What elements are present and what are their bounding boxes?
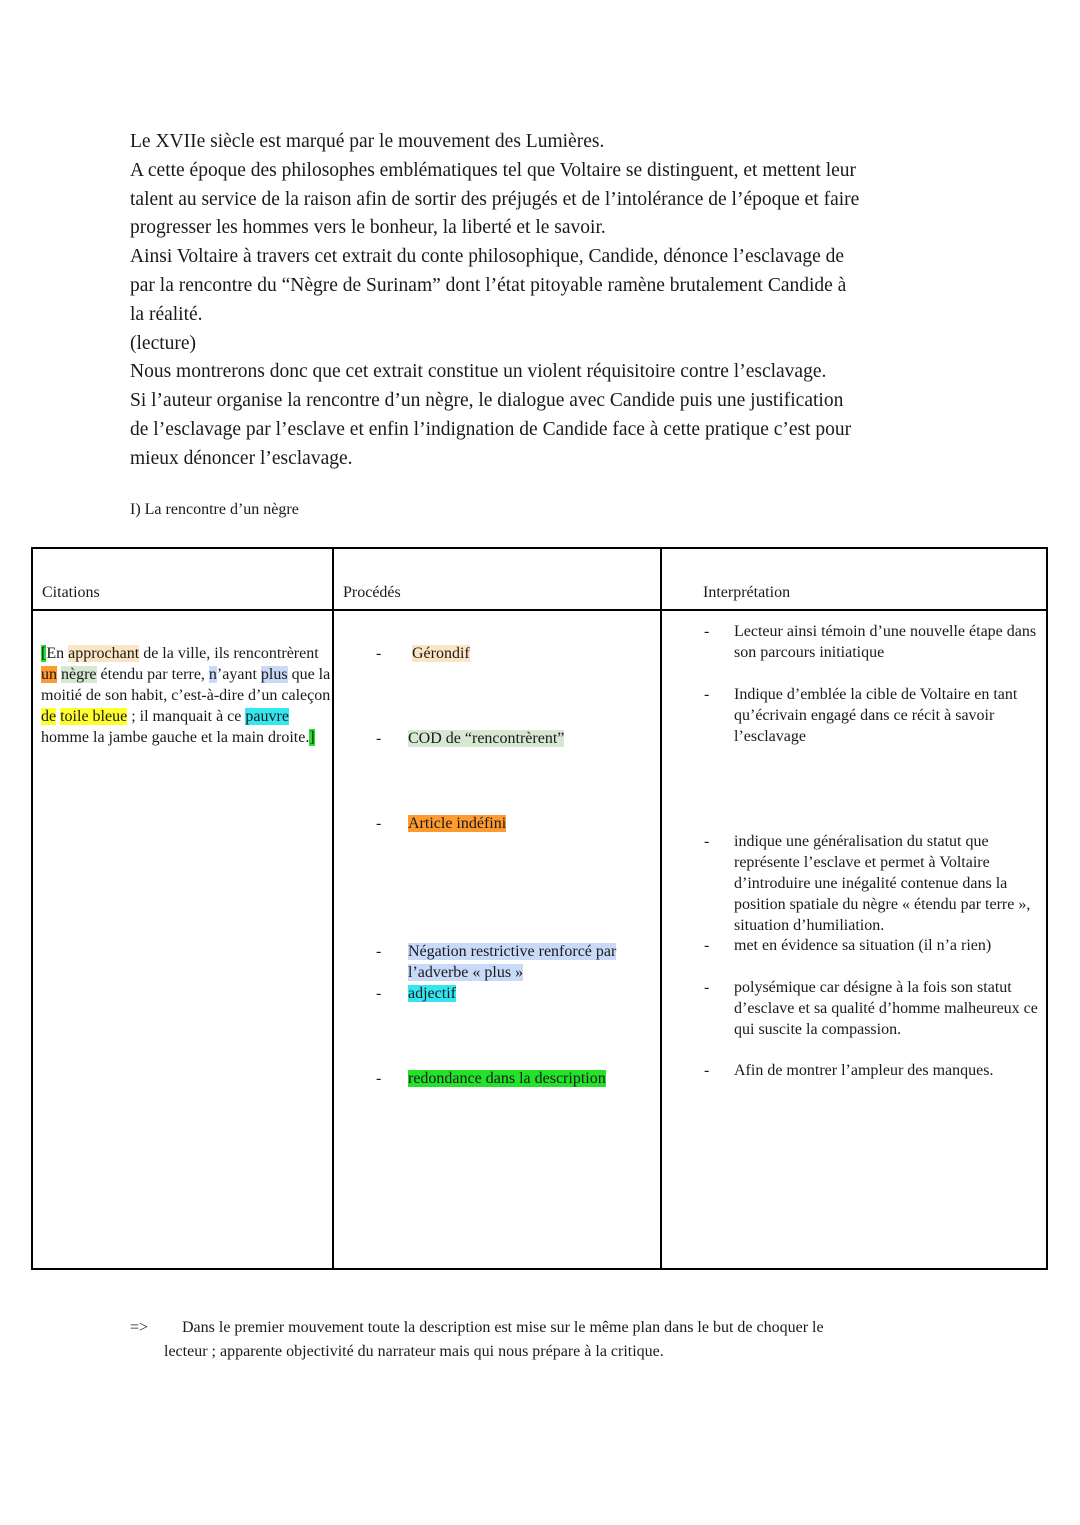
procede-adjectif: adjectif <box>408 985 456 1002</box>
analysis-table <box>31 547 1048 1270</box>
highlight-toile-bleue: toile bleue <box>60 708 128 725</box>
intro-line: Nous montrerons donc que cet extrait constitue un violent réquisitoire contre l’esclavage. <box>130 361 827 383</box>
procede-gerondif: Gérondif <box>412 645 470 662</box>
interpretation-cell: - Lecteur ainsi témoin d’une nouvelle étape dans son parcours initiatique - Indique d’emblée la cible de Voltaire en tant qu’écrivain engagé dans ce récit à savoir l’esclavage - indique une généralisation du statut que représente l’esclave et permet à Voltaire d’introduire une inégalité contenue dans la position spatiale du nègre « étendu par terre », situation d’humiliation. - met en évidence sa situation (il n’a rien) - polysémique car désigne à la fois son statut d’esclave et sa qualité d’homme malheureux ce qui suscite la compassion. - Afin de montrer l’ampleur des manques. <box>661 610 1047 1269</box>
table-row <box>32 610 1047 1269</box>
citations-cell <box>32 610 333 1269</box>
highlight-plus: plus <box>260 666 288 683</box>
quote-text: [En approchant de la ville, ils rencontrèrent un nègre étendu par terre, n’ayant plus que la moitié de son habit, c’est-à-dire d’un caleçon de toile bleue ; il manquait à ce pauvre homme la jambe gauche et la main droite.] <box>41 645 331 746</box>
header-interpretation: Interprétation <box>661 548 1047 610</box>
intro-line: (lecture) <box>130 332 197 354</box>
highlight-pauvre: pauvre <box>245 708 289 725</box>
intro-line: par la rencontre du “Nègre de Surinam” dont l’état pitoyable ramène brutalement Candide à <box>130 274 847 296</box>
open-bracket: [ <box>41 645 47 662</box>
intro-line: la réalité. <box>130 303 203 325</box>
intro-line: mieux dénoncer l’esclavage. <box>130 447 353 469</box>
header-citations: Citations <box>32 548 333 610</box>
intro-line: talent au service de la raison afin de sortir des préjugés et de l’intolérance de l’époque et faire <box>130 188 860 210</box>
conclusion-line: Dans le premier mouvement toute la description est mise sur le même plan dans le but de choquer le <box>182 1319 824 1336</box>
highlight-de: de <box>41 708 57 725</box>
section-title: I) La rencontre d’un nègre <box>130 501 299 518</box>
highlight-un: un <box>41 666 57 683</box>
arrow-icon: => <box>130 1319 149 1336</box>
intro-line: progresser les hommes vers le bonheur, la liberté et le savoir. <box>130 217 606 239</box>
header-procedes: Procédés <box>333 548 661 610</box>
intro-line: de l’esclavage par l’esclave et enfin l’indignation de Candide face à cette pratique c’est pour <box>130 418 852 440</box>
procede-article-indefini: Article indéfini <box>408 815 507 832</box>
procede-cod: COD de “rencontrèrent” <box>408 730 565 747</box>
intro-line: Si l’auteur organise la rencontre d’un nègre, le dialogue avec Candide puis une justification <box>130 390 844 412</box>
highlight-n: n <box>208 666 217 683</box>
close-bracket: ] <box>309 729 315 746</box>
procede-redondance: redondance dans la description <box>408 1070 606 1087</box>
intro-line: A cette époque des philosophes emblématiques tel que Voltaire se distinguent, et mettent leur <box>130 159 857 181</box>
highlight-approchant: approchant <box>68 645 140 662</box>
highlight-negre: nègre <box>61 666 97 683</box>
intro-line: Le XVIIe siècle est marqué par le mouvement des Lumières. <box>130 131 605 152</box>
procedes-cell: - Gérondif - COD de “rencontrèrent” - Article indéfini - Négation restrictive renforcé par l’adverbe « plus » - adjectif - redondance dans la description <box>333 610 661 1269</box>
intro-line: Ainsi Voltaire à travers cet extrait du conte philosophique, Candide, dénonce l’esclavage de <box>130 246 845 268</box>
procede-negation: Négation restrictive renforcé par l’adverbe « plus » <box>408 943 617 981</box>
conclusion-line: lecteur ; apparente objectivité du narrateur mais qui nous prépare à la critique. <box>164 1343 664 1360</box>
table-header-row <box>32 548 1047 610</box>
introduction <box>130 128 960 474</box>
